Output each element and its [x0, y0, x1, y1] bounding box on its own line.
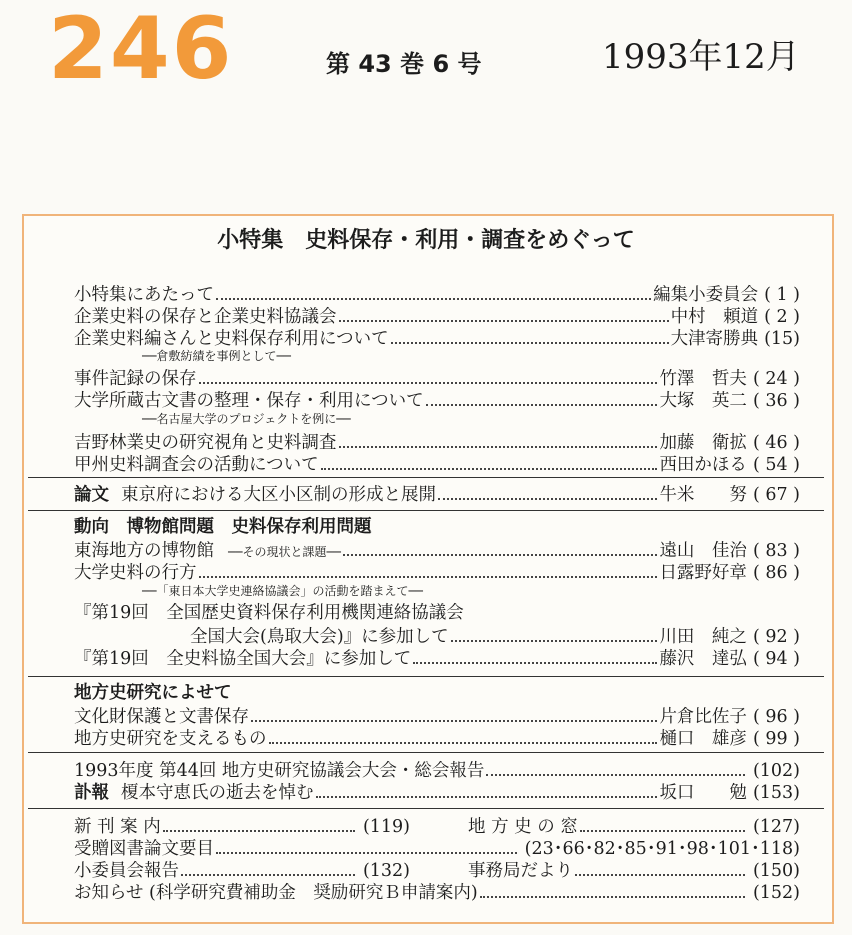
toc-entry-report[interactable]: 1993年度 第44回 地方史研究協議会大会・総会報告 (102): [74, 758, 800, 781]
toc-entry-ronbun[interactable]: 論文 東京府における大区小区制の形成と展開 牛米 努 ( 67 ): [74, 482, 800, 505]
section-heading-chiho: 地方史研究によせて: [74, 683, 232, 703]
divider: [28, 808, 824, 809]
divider: [28, 510, 824, 511]
toc-entry[interactable]: 小委員会報告 (132): [74, 858, 410, 881]
toc-entry[interactable]: 甲州史料調査会の活動について 西田かほる ( 54 ): [74, 452, 800, 475]
toc-entry[interactable]: 全国大会(鳥取大会)』に参加して 川田 純之 ( 92 ): [190, 624, 800, 647]
toc-entry[interactable]: 地方史研究を支えるもの 樋口 雄彦 ( 99 ): [74, 726, 800, 749]
toc-entry-line[interactable]: 『第19回 全国歴史資料保存利用機関連絡協議会: [74, 603, 464, 623]
toc-entry-obituary[interactable]: 訃報 榎本守恵氏の逝去を悼む 坂口 勉 (153): [74, 780, 800, 803]
divider: [28, 477, 824, 478]
toc-entry[interactable]: 新 刊 案 内 (119): [74, 814, 410, 837]
toc-entry[interactable]: 大学所蔵古文書の整理・保存・利用について 大塚 英二 ( 36 ): [74, 388, 800, 411]
entry-subtitle: ──名古屋大学のプロジェクトを例に──: [142, 412, 351, 426]
toc-entry[interactable]: 『第19回 全史料協全国大会』に参加して 藤沢 達弘 ( 94 ): [74, 646, 800, 669]
feature-title: 小特集 史料保存・利用・調査をめぐって: [217, 228, 635, 253]
toc-entry[interactable]: お知らせ (科学研究費補助金 奨励研究Ｂ申請案内) (152): [74, 880, 800, 903]
toc-entry[interactable]: 小特集にあたって 編集小委員会 ( 1 ): [74, 282, 800, 305]
section-heading-doko: 動向 博物館問題 史料保存利用問題: [74, 517, 372, 537]
toc-entry[interactable]: 事件記録の保存 竹澤 哲夫 ( 24 ): [74, 366, 800, 389]
toc-entry[interactable]: 企業史料編さんと史料保存利用について 大津寄勝典 (15): [74, 326, 800, 349]
toc-entry[interactable]: 事務局だより (150): [468, 858, 800, 881]
toc-entry[interactable]: 吉野林業史の研究視角と史料調査 加藤 衛拡 ( 46 ): [74, 430, 800, 453]
toc-entry[interactable]: 文化財保護と文書保存 片倉比佐子 ( 96 ): [74, 704, 800, 727]
toc-entry[interactable]: 受贈図書論文要目 (23･66･82･85･91･98･101･118): [74, 836, 800, 859]
toc-entry[interactable]: 企業史料の保存と企業史料協議会 中村 頼道 ( 2 ): [74, 304, 800, 327]
issue-number: 246: [48, 0, 234, 99]
toc-entry[interactable]: 東海地方の博物館 ──その現状と課題── 遠山 佳治 ( 83 ): [74, 538, 800, 561]
volume-label: 第 43 巻 6 号: [326, 50, 482, 78]
divider: [28, 752, 824, 753]
entry-subtitle: ──倉敷紡績を事例として──: [142, 349, 291, 363]
issue-date: 1993年12月: [602, 37, 800, 77]
toc-entry[interactable]: 大学史料の行方 日露野好章 ( 86 ): [74, 560, 800, 583]
entry-subtitle: ──「東日本大学史連絡協議会」の活動を踏まえて──: [142, 584, 423, 598]
toc-entry[interactable]: 地 方 史 の 窓 (127): [468, 814, 800, 837]
divider: [28, 676, 824, 677]
